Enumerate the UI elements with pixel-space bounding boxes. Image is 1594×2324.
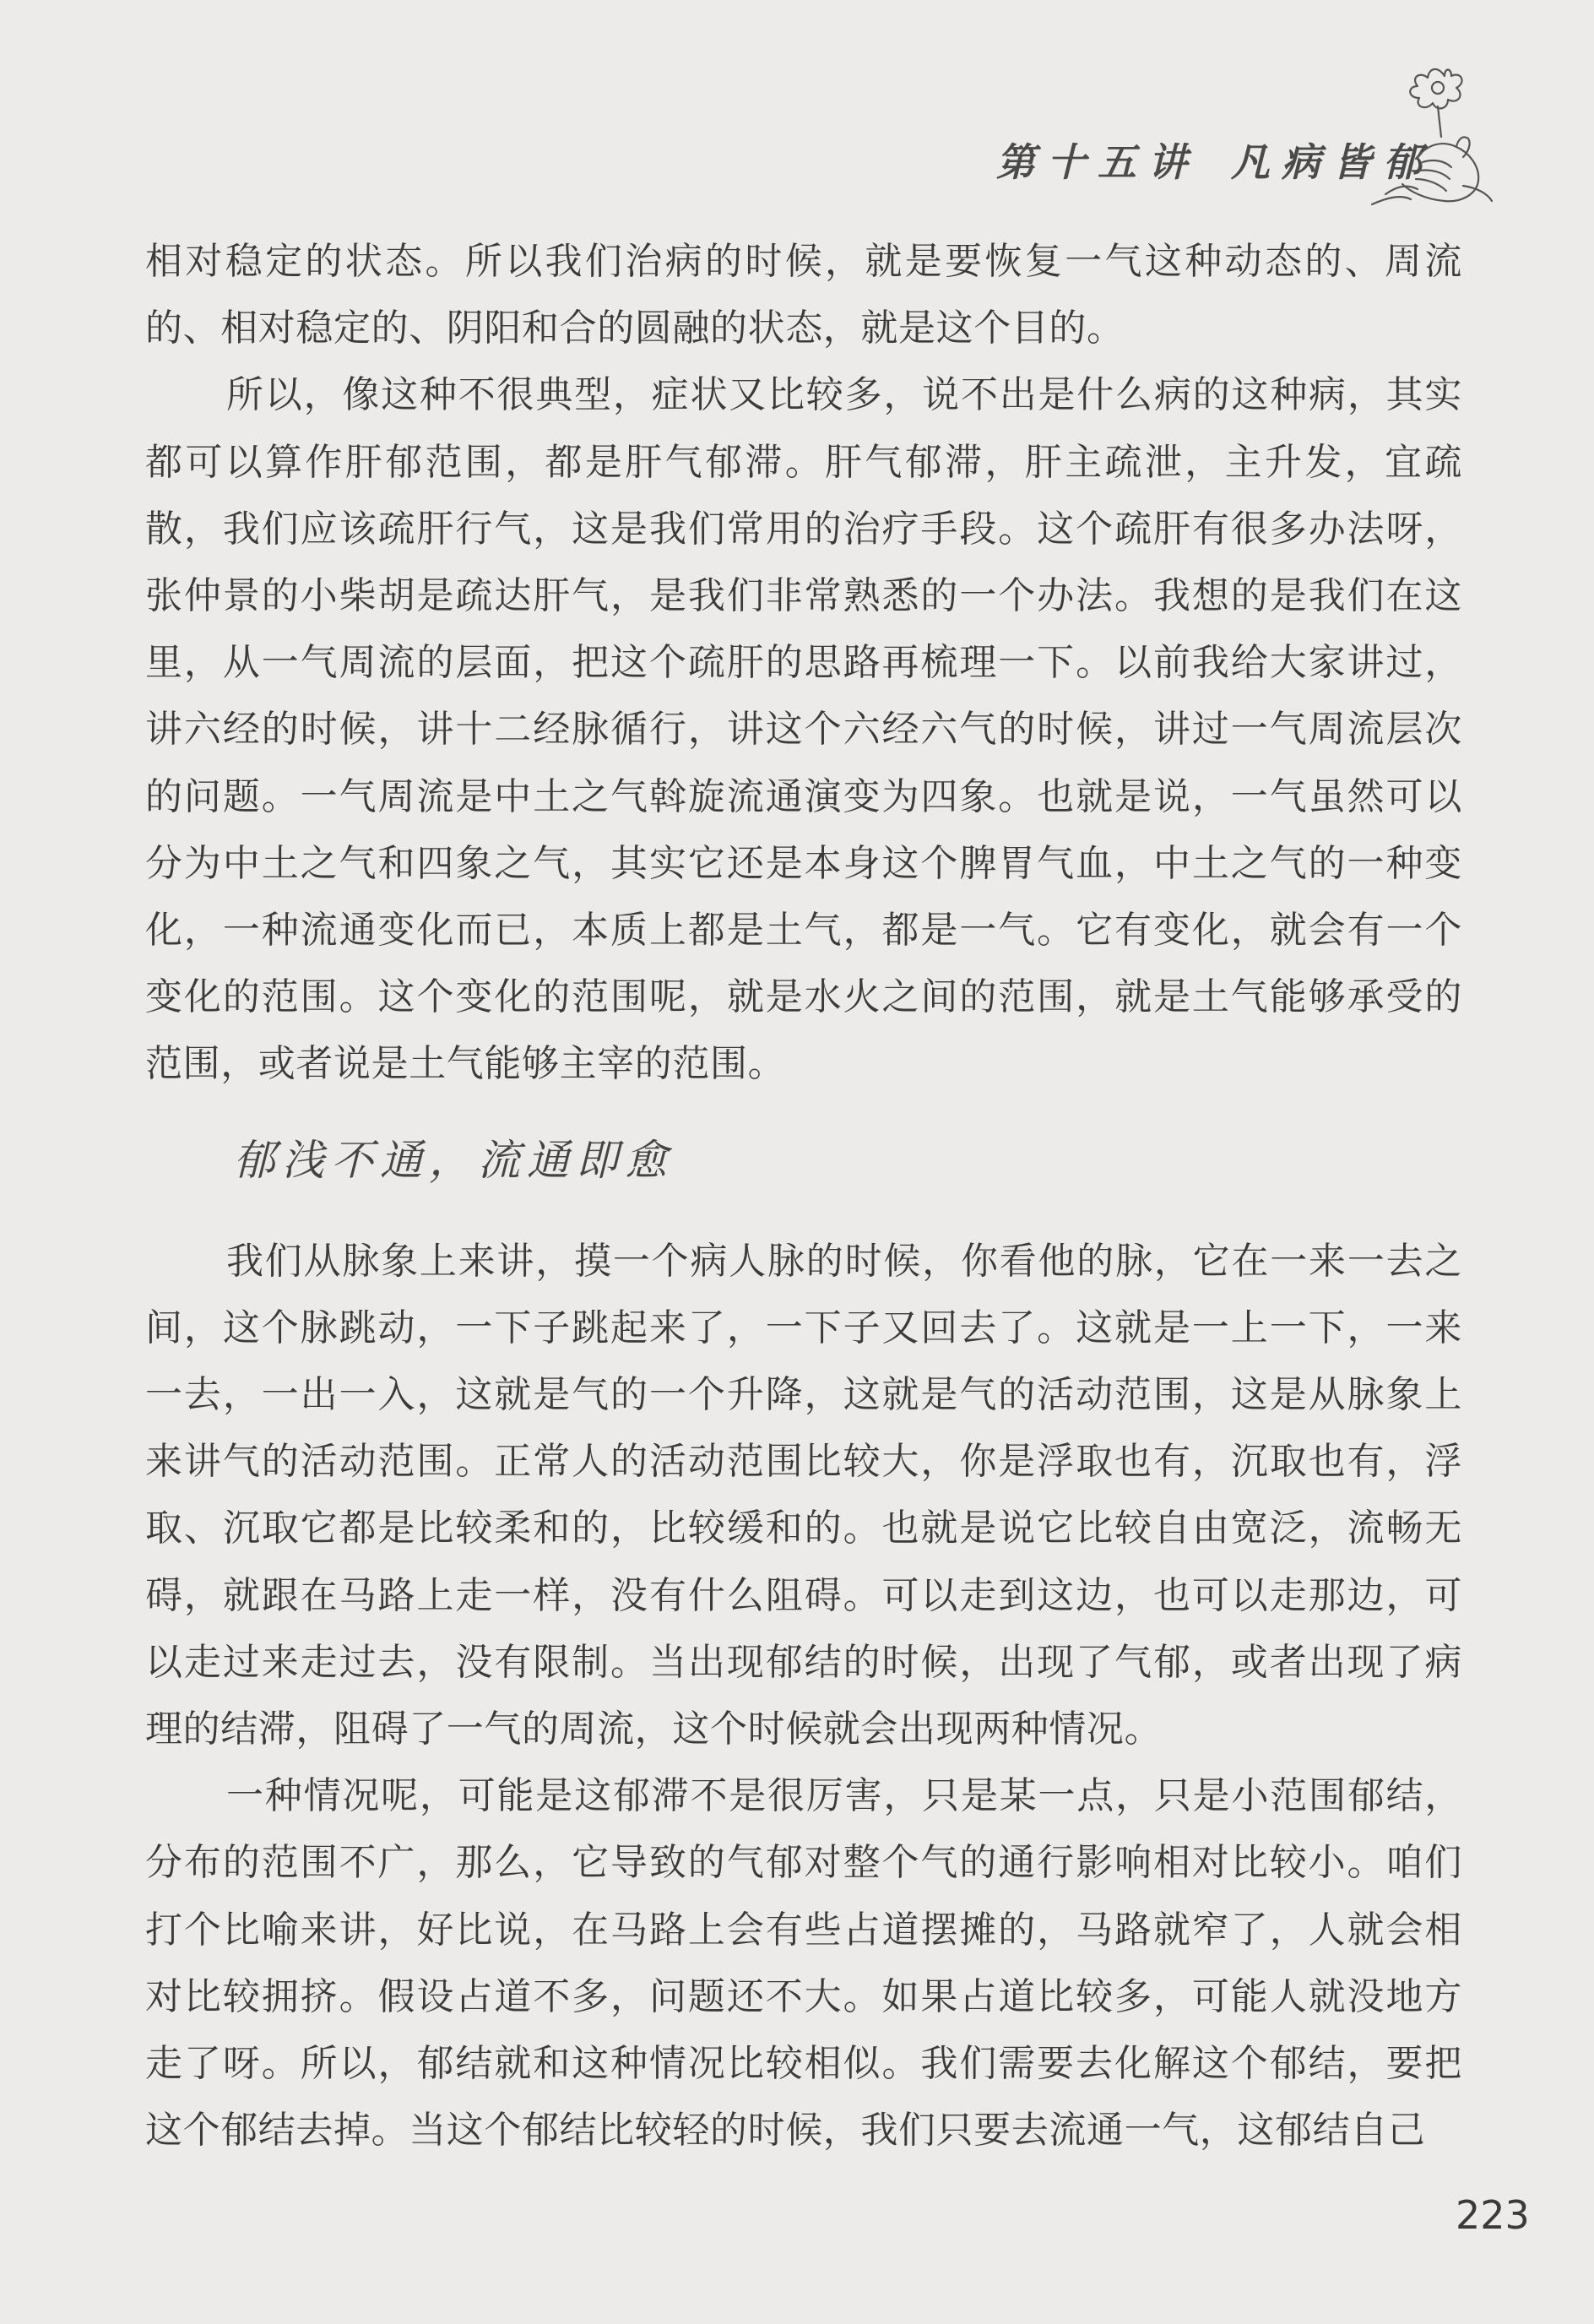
body-text [145,228,1462,2164]
section-heading: 郁浅不通，流通即愈 [233,1135,674,1185]
paragraph: 相对稳定的状态。所以我们治病的时候，就是要恢复一气这种动态的、周流的、相对稳定的、阴阳和合的圆融的状态，就是这个目的。 [145,240,1462,350]
chapter-label: 第十五讲 [996,139,1199,185]
page-number: 223 [1456,2192,1530,2238]
paragraph: 一种情况呢，可能是这郁滞不是很厉害，只是某一点，只是小范围郁结，分布的范围不广，那么，它导致的气郁对整个气的通行影响相对比较小。咱们打个比喻来讲，好比说，在马路上会有些占道摆摊的，马路就窄了，人就会相对比较拥挤。假设占道不多，问题还不大。如果占道比较多，可能人就没地方走了呀。所以，郁结就和这种情况比较相似。我们需要去化解这个郁结，要把这个郁结去掉。当这个郁结比较轻的时候，我们只要去流通一气，这郁结自己 [145,1774,1462,2153]
paragraph: 我们从脉象上来讲，摸一个病人脉的时候，你看他的脉，它在一来一去之间，这个脉跳动，一下子跳起来了，一下子又回去了。这就是一上一下，一来一去，一出一入，这就是气的一个升降，这就是气的活动范围，这是从脉象上来讲气的活动范围。正常人的活动范围比较大，你是浮取也有，沉取也有，浮取、沉取它都是比较柔和的，比较缓和的。也就是说它比较自由宽泛，流畅无碍，就跟在马路上走一样，没有什么阻碍。可以走到这边，也可以走那边，可以走过来走过去，没有限制。当出现郁结的时候，出现了气郁，或者出现了病理的结滞，阻碍了一气的周流，这个时候就会出现两种情况。 [145,1239,1462,1751]
chapter-title: 凡病皆郁 [1231,139,1434,185]
lotus-hand-icon [1364,59,1499,211]
paragraph: 所以，像这种不很典型，症状又比较多，说不出是什么病的这种病，其实都可以算作肝郁范围，都是肝气郁滞。肝气郁滞，肝主疏泄，主升发，宜疏散，我们应该疏肝行气，这是我们常用的治疗手段。这个疏肝有很多办法呀，张仲景的小柴胡是疏达肝气，是我们非常熟悉的一个办法。我想的是我们在这里，从一气周流的层面，把这个疏肝的思路再梳理一下。以前我给大家讲过，讲六经的时候，讲十二经脉循行，讲这个六经六气的时候，讲过一气周流层次的问题。一气周流是中土之气斡旋流通演变为四象。也就是说，一气虽然可以分为中土之气和四象之气，其实它还是本身这个脾胃气血，中土之气的一种变化，一种流通变化而已，本质上都是土气，都是一气。它有变化，就会有一个变化的范围。这个变化的范围呢，就是水火之间的范围，就是土气能够承受的范围，或者说是土气能够主宰的范围。 [145,373,1462,1086]
